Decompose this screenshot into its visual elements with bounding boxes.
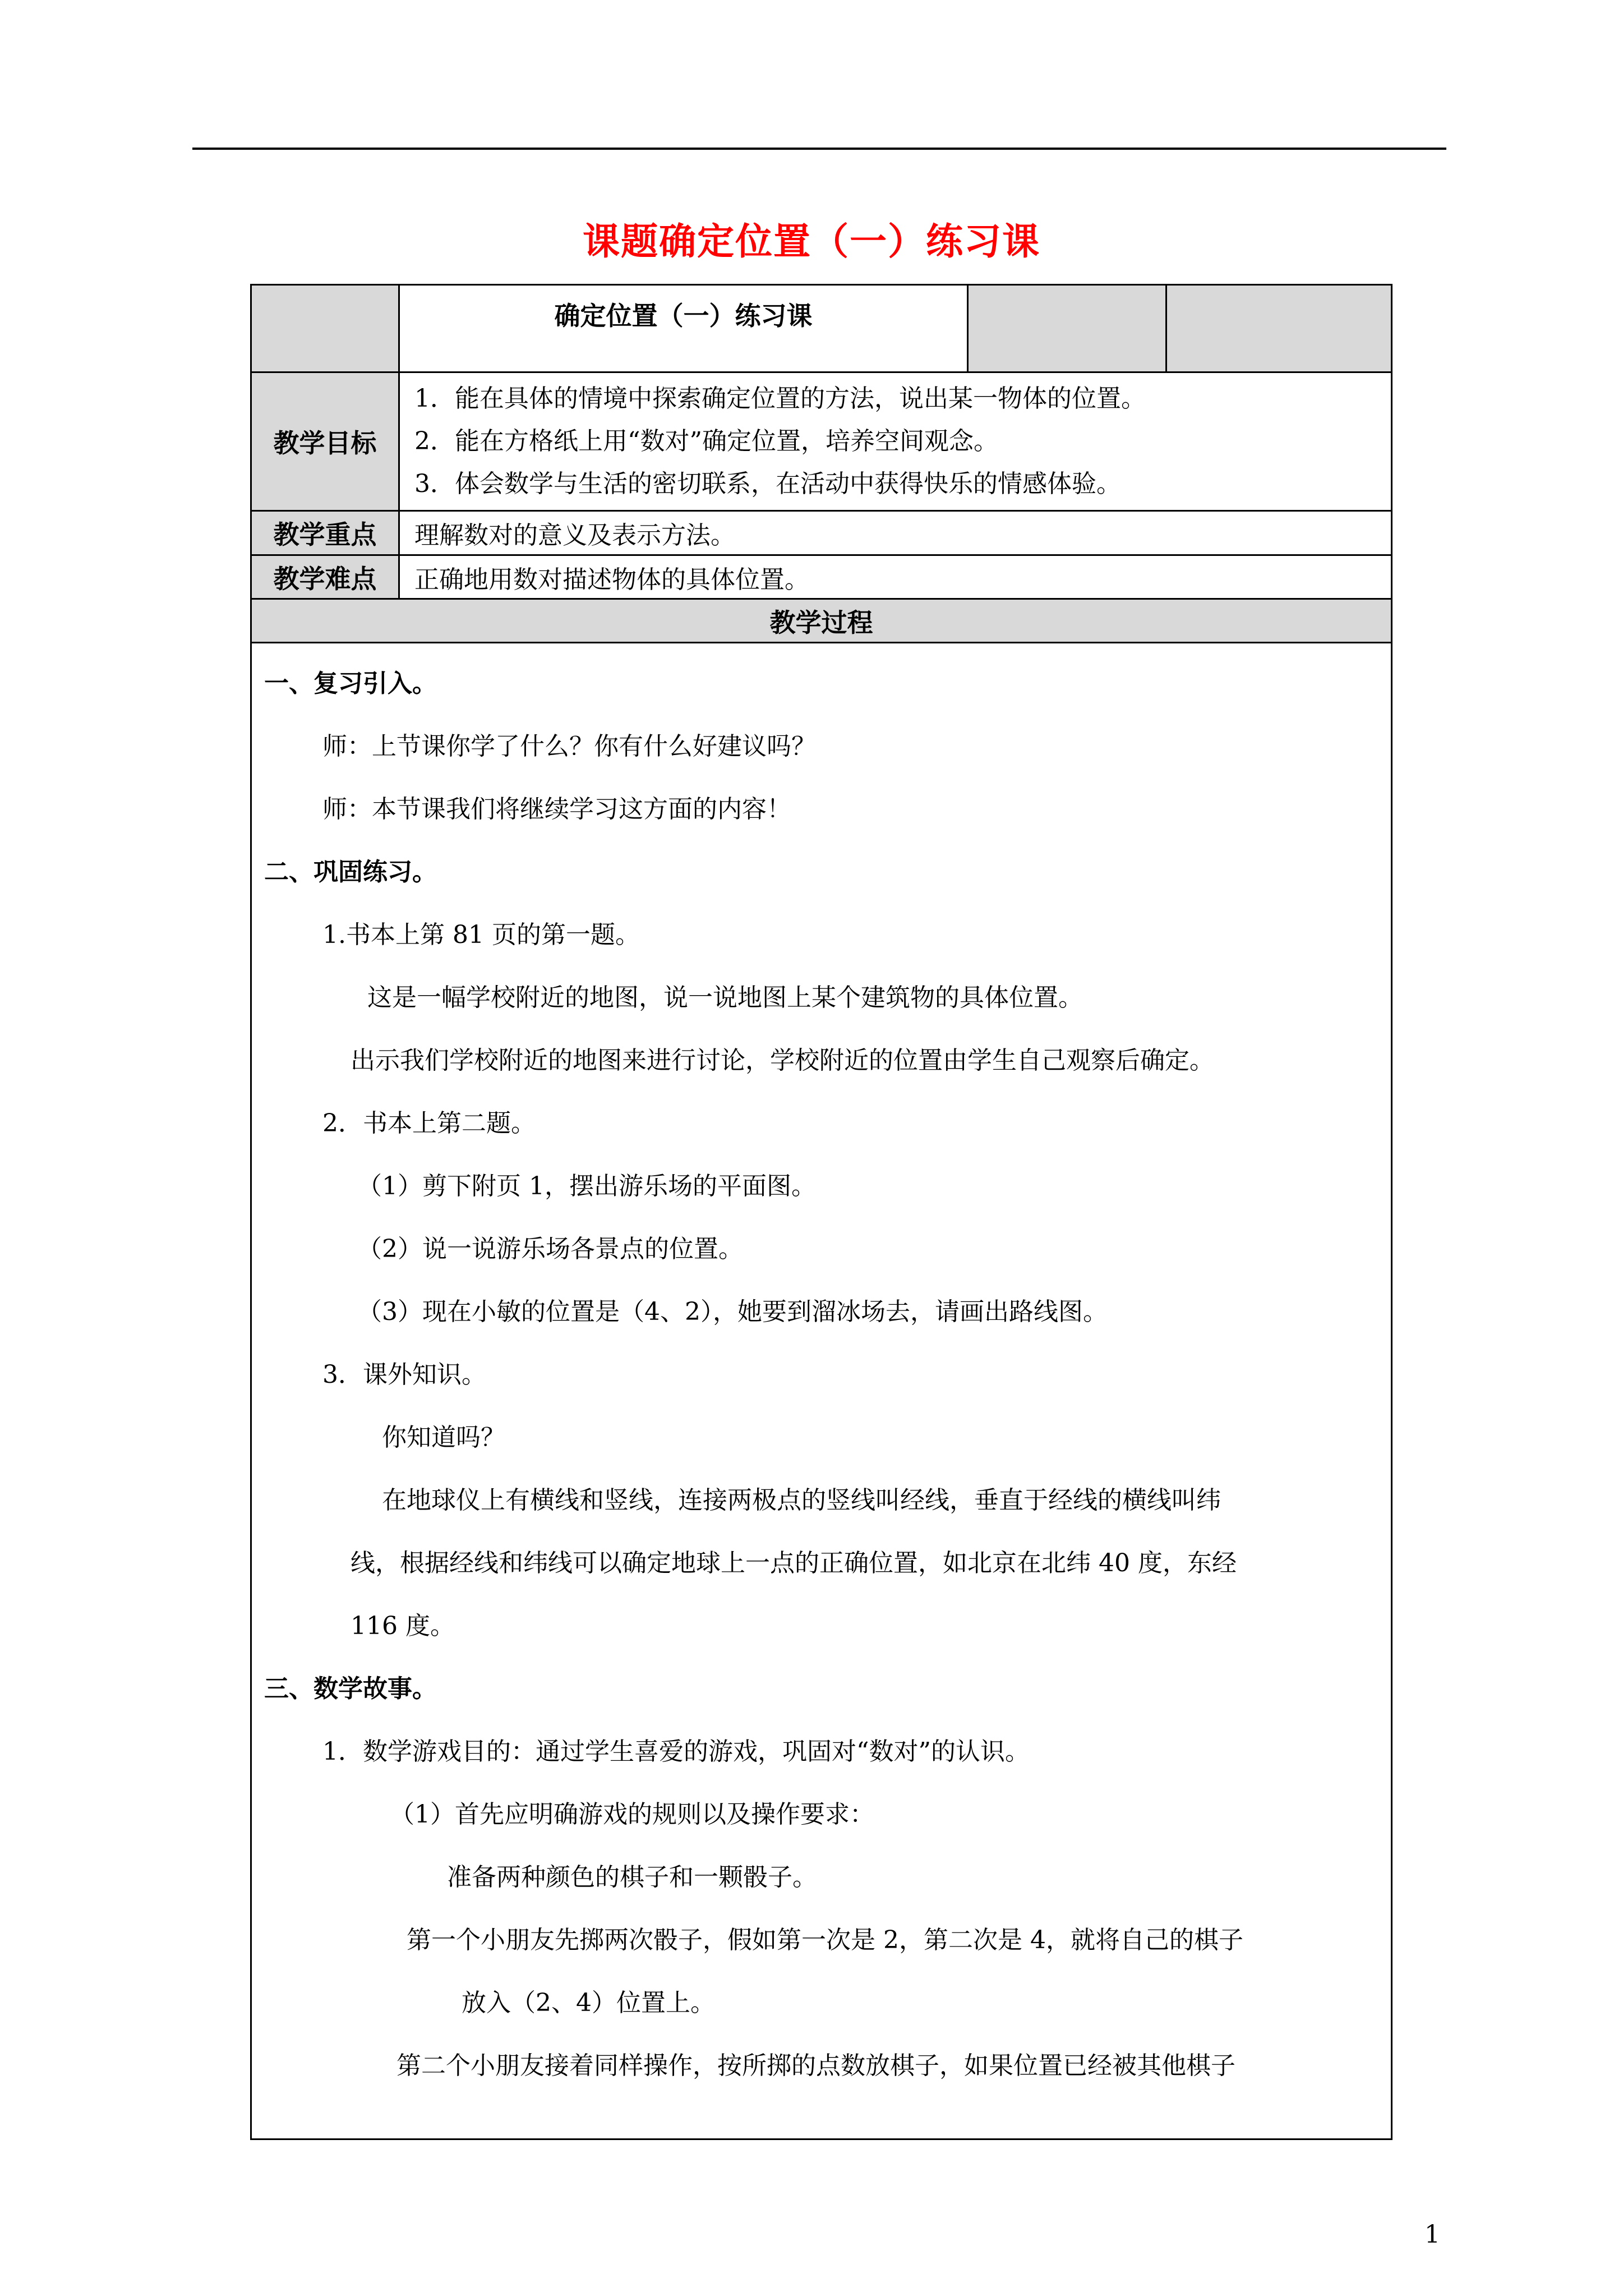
- paragraph: （3）现在小敏的位置是（4、2），她要到溜冰场去，请画出路线图。: [357, 1297, 1108, 1326]
- page-number: 1: [1424, 2220, 1440, 2249]
- section-heading: 三、数学故事。: [264, 1674, 437, 1703]
- header-rule: [192, 148, 1446, 150]
- paragraph: （2）说一说游乐场各景点的位置。: [357, 1235, 743, 1263]
- paragraph: 线，根据经线和纬线可以确定地球上一点的正确位置，如北京在北纬 40 度，东经: [351, 1549, 1237, 1577]
- table-row-goals: [251, 372, 1392, 511]
- key-label: 教学重点: [251, 511, 399, 555]
- paragraph: 放入（2、4）位置上。: [462, 1989, 715, 2017]
- section-heading: 二、巩固练习。: [264, 858, 437, 886]
- goal-item: 3．体会数学与生活的密切联系，在活动中获得快乐的情感体验。: [414, 470, 1121, 498]
- difficulty-label: 教学难点: [251, 555, 399, 599]
- lesson-topic: 确定位置（一）练习课: [399, 285, 968, 372]
- page-title: 课题确定位置（一）练习课: [583, 219, 1040, 263]
- goal-item: 2．能在方格纸上用“数对”确定位置，培养空间观念。: [414, 427, 998, 455]
- table-row-difficulty: [251, 555, 1392, 599]
- blank-cell: [1166, 285, 1392, 372]
- paragraph: 1.书本上第 81 页的第一题。: [322, 921, 640, 949]
- paragraph: 出示我们学校附近的地图来进行讨论，学校附近的位置由学生自己观察后确定。: [351, 1046, 1214, 1075]
- blank-cell: [968, 285, 1166, 372]
- paragraph: 116 度。: [351, 1612, 455, 1640]
- paragraph: 1．数学游戏目的：通过学生喜爱的游戏，巩固对“数对”的认识。: [322, 1737, 1030, 1766]
- lesson-plan-table: [250, 284, 1393, 2140]
- paragraph: 师：本节课我们将继续学习这方面的内容！: [322, 795, 791, 823]
- paragraph: 你知道吗？: [382, 1423, 505, 1452]
- goals-content: [399, 372, 1392, 511]
- paragraph: 准备两种颜色的棋子和一颗骰子。: [447, 1863, 817, 1892]
- paragraph: 第一个小朋友先掷两次骰子，假如第一次是 2，第二次是 4，就将自己的棋子: [407, 1926, 1243, 1954]
- table-row-title: [251, 285, 1392, 372]
- process-header: 教学过程: [251, 599, 1392, 643]
- paragraph: 在地球仪上有横线和竖线，连接两极点的竖线叫经线，垂直于经线的横线叫纬: [382, 1486, 1221, 1515]
- goal-item: 1．能在具体的情境中探索确定位置的方法，说出某一物体的位置。: [414, 384, 1146, 413]
- paragraph: （1）首先应明确游戏的规则以及操作要求：: [390, 1800, 874, 1829]
- paragraph: 师：上节课你学了什么？你有什么好建议吗？: [322, 732, 816, 761]
- table-row-process: [251, 643, 1392, 2139]
- process-content: [251, 643, 1392, 2139]
- table-row-key: [251, 511, 1392, 555]
- paragraph: 这是一幅学校附近的地图，说一说地图上某个建筑物的具体位置。: [367, 983, 1083, 1012]
- goals-label: 教学目标: [251, 372, 399, 511]
- key-content: 理解数对的意义及表示方法。: [399, 511, 1392, 555]
- blank-label-cell: [251, 285, 399, 372]
- section-heading: 一、复习引入。: [264, 669, 437, 698]
- paragraph: （1）剪下附页 1，摆出游乐场的平面图。: [357, 1172, 816, 1200]
- difficulty-content: 正确地用数对描述物体的具体位置。: [399, 555, 1392, 599]
- paragraph: 3．课外知识。: [322, 1360, 486, 1389]
- paragraph: 2．书本上第二题。: [322, 1109, 536, 1138]
- paragraph: 第二个小朋友接着同样操作，按所掷的点数放棋子，如果位置已经被其他棋子: [396, 2051, 1235, 2080]
- table-row-process-header: [251, 599, 1392, 643]
